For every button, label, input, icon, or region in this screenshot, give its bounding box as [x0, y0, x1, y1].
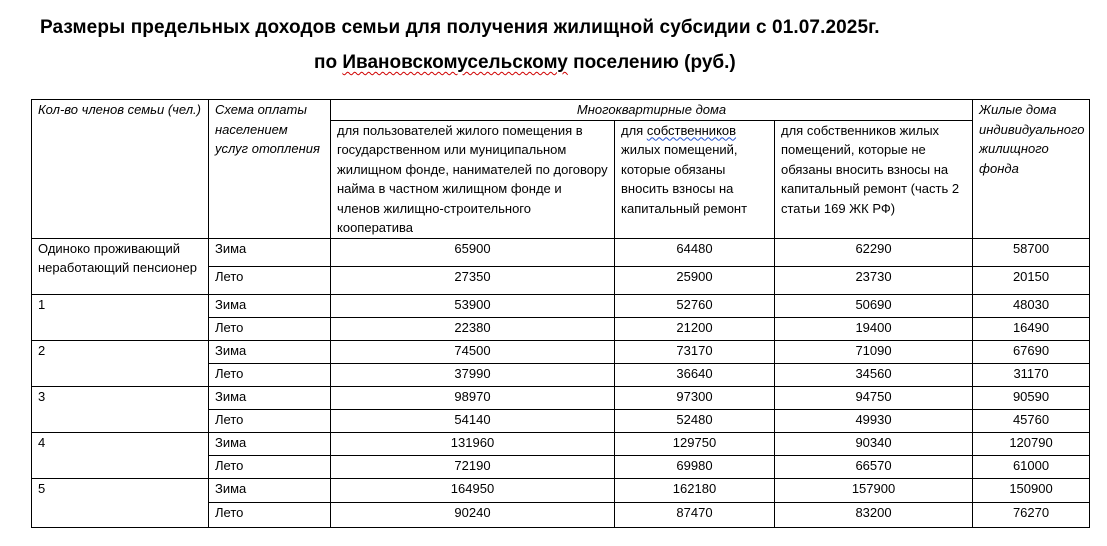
season-cell: Лето — [209, 363, 331, 386]
value-cell: 69980 — [615, 455, 775, 478]
value-cell: 150900 — [973, 478, 1090, 502]
owners-pay-prefix: для — [621, 122, 647, 138]
value-cell: 71090 — [775, 340, 973, 363]
season-cell: Зима — [209, 432, 331, 455]
table-row — [32, 478, 1090, 502]
value-cell: 34560 — [775, 363, 973, 386]
value-cell: 162180 — [615, 478, 775, 502]
header-owners-pay — [615, 120, 775, 238]
page-title: Размеры предельных доходов семьи для получения жилищной субсидии с 01.07.2025г. — [40, 17, 880, 38]
value-cell: 31170 — [973, 363, 1090, 386]
income-limits-table — [31, 99, 1090, 528]
value-cell: 21200 — [615, 317, 775, 340]
table-row — [32, 340, 1090, 363]
value-cell: 67690 — [973, 340, 1090, 363]
value-cell: 50690 — [775, 294, 973, 317]
table-row — [32, 386, 1090, 409]
settlement-name: Ивановскомусельскому — [342, 52, 568, 73]
value-cell: 58700 — [973, 238, 1090, 266]
family-size-cell: Одиноко проживающий неработающий пенсионер — [32, 238, 209, 294]
subtitle-prefix: по — [314, 52, 343, 73]
value-cell: 65900 — [331, 238, 615, 266]
value-cell: 22380 — [331, 317, 615, 340]
value-cell: 157900 — [775, 478, 973, 502]
value-cell: 49930 — [775, 409, 973, 432]
family-size-cell: 4 — [32, 432, 209, 478]
value-cell: 48030 — [973, 294, 1090, 317]
season-cell: Зима — [209, 340, 331, 363]
value-cell: 62290 — [775, 238, 973, 266]
value-cell: 90340 — [775, 432, 973, 455]
season-cell: Лето — [209, 317, 331, 340]
header-owners-nopay: для собственников жилых помещений, которые не обязаны вносить взносы на капитальный ремонт (часть 2 статьи 169 ЖК РФ) — [775, 120, 973, 238]
season-cell: Лето — [209, 409, 331, 432]
value-cell: 54140 — [331, 409, 615, 432]
season-cell: Зима — [209, 238, 331, 266]
value-cell: 76270 — [973, 502, 1090, 527]
header-apartments: Многоквартирные дома — [331, 100, 973, 121]
owners-pay-rest: жилых помещений, которые обязаны вносить взносы на капитальный ремонт — [621, 142, 748, 216]
value-cell: 36640 — [615, 363, 775, 386]
value-cell: 97300 — [615, 386, 775, 409]
value-cell: 37990 — [331, 363, 615, 386]
owners-pay-word: собственников — [646, 122, 737, 138]
value-cell: 19400 — [775, 317, 973, 340]
value-cell: 74500 — [331, 340, 615, 363]
subtitle-suffix: поселению (руб.) — [567, 52, 736, 73]
value-cell: 20150 — [973, 266, 1090, 294]
header-private-houses: Жилые дома индивидуального жилищного фонда — [973, 100, 1090, 239]
family-size-cell: 3 — [32, 386, 209, 432]
value-cell: 90590 — [973, 386, 1090, 409]
table-row — [32, 432, 1090, 455]
family-size-cell: 1 — [32, 294, 209, 340]
value-cell: 131960 — [331, 432, 615, 455]
value-cell: 61000 — [973, 455, 1090, 478]
value-cell: 87470 — [615, 502, 775, 527]
value-cell: 53900 — [331, 294, 615, 317]
season-cell: Зима — [209, 294, 331, 317]
header-members: Кол-во членов семьи (чел.) — [32, 100, 209, 239]
value-cell: 52480 — [615, 409, 775, 432]
value-cell: 66570 — [775, 455, 973, 478]
table-row — [32, 294, 1090, 317]
family-size-cell: 5 — [32, 478, 209, 527]
value-cell: 164950 — [331, 478, 615, 502]
value-cell: 83200 — [775, 502, 973, 527]
value-cell: 72190 — [331, 455, 615, 478]
header-municipal: для пользователей жилого помещения в государственном или муниципальном жилищном фонде, нанимателей по договору найма в частном жилищном фонде и членов жилищно-строительного кооператива — [331, 120, 615, 238]
value-cell: 129750 — [615, 432, 775, 455]
season-cell: Зима — [209, 386, 331, 409]
table-row — [32, 238, 1090, 266]
header-row-1 — [32, 100, 1090, 121]
season-cell: Лето — [209, 502, 331, 527]
value-cell: 94750 — [775, 386, 973, 409]
season-cell: Лето — [209, 455, 331, 478]
value-cell: 16490 — [973, 317, 1090, 340]
value-cell: 64480 — [615, 238, 775, 266]
season-cell: Зима — [209, 478, 331, 502]
value-cell: 23730 — [775, 266, 973, 294]
value-cell: 73170 — [615, 340, 775, 363]
value-cell: 98970 — [331, 386, 615, 409]
page-subtitle — [314, 52, 736, 74]
value-cell: 27350 — [331, 266, 615, 294]
value-cell: 90240 — [331, 502, 615, 527]
value-cell: 120790 — [973, 432, 1090, 455]
season-cell: Лето — [209, 266, 331, 294]
value-cell: 25900 — [615, 266, 775, 294]
family-size-cell: 2 — [32, 340, 209, 386]
value-cell: 52760 — [615, 294, 775, 317]
value-cell: 45760 — [973, 409, 1090, 432]
header-scheme: Схема оплаты населением услуг отопления — [209, 100, 331, 239]
